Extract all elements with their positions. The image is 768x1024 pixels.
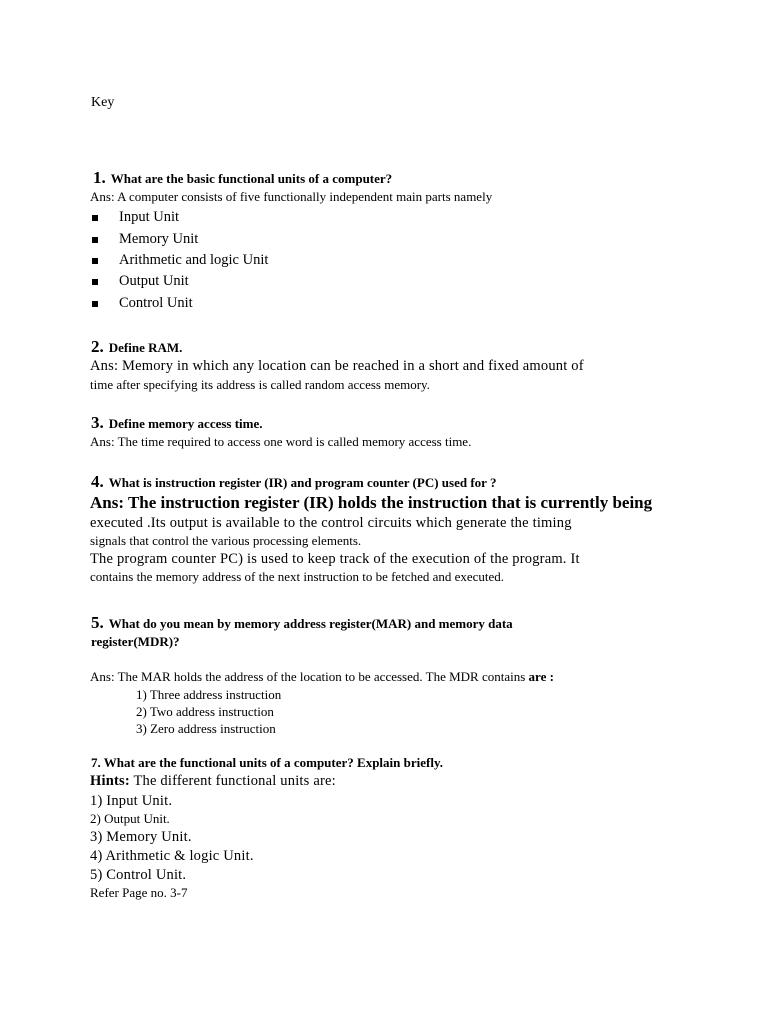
question-3-number: 3. (91, 413, 104, 432)
square-bullet-icon (92, 279, 98, 285)
question-5-number: 5. (91, 613, 104, 632)
question-5 (91, 614, 513, 631)
question-5-text: What do you mean by memory address register(MAR) and memory data (108, 616, 513, 631)
question-2-number: 2. (91, 337, 104, 356)
answer-4-line-5: contains the memory address of the next instruction to be fetched and executed. (90, 569, 505, 584)
bullet-text: Memory Unit (119, 231, 199, 247)
question-4 (91, 473, 496, 490)
hints-line (90, 774, 336, 789)
hints-label: Hints: (90, 773, 130, 789)
question-5-line-2: register(MDR)? (91, 634, 180, 649)
answer-2-line-1: Ans: Memory in which any location can be reached in a short and fixed amount of (90, 358, 584, 374)
answer-4-line-4: The program counter PC) is used to keep track of the execution of the program. It (90, 551, 580, 567)
reference-text: Refer Page no. 3-7 (90, 885, 188, 900)
hints-text: The different functional units are: (129, 773, 336, 789)
bullet-text: Input Unit (119, 209, 180, 225)
answer-4-line-2: executed .Its output is available to the control circuits which generate the timing (90, 515, 572, 531)
question-2 (91, 338, 182, 355)
answer-2-line-2: time after specifying its address is called random access memory. (90, 377, 430, 392)
square-bullet-icon (92, 301, 98, 307)
hints-list-item: 2) Output Unit. (90, 811, 170, 826)
answer-5-bold: are : (528, 669, 554, 684)
bullet-text: Arithmetic and logic Unit (119, 252, 269, 268)
question-4-number: 4. (91, 472, 104, 491)
hints-list-item: 4) Arithmetic & logic Unit. (90, 848, 254, 864)
answer-5-text: Ans: The MAR holds the address of the location to be accessed. The MDR contains (90, 669, 529, 684)
answer-3: Ans: The time required to access one word is called memory access time. (90, 434, 472, 449)
question-2-text: Define RAM. (108, 340, 183, 355)
answer-1-intro: Ans: A computer consists of five functionally independent main parts namely (90, 189, 493, 204)
answer-4-line-3: signals that control the various processing elements. (90, 533, 362, 548)
hints-list-item: 5) Control Unit. (90, 867, 187, 883)
square-bullet-icon (92, 258, 98, 264)
answer-5 (90, 670, 554, 683)
answer-5-list-item: 1) Three address instruction (136, 687, 282, 702)
answer-4-line-1: Ans: The instruction register (IR) holds the instruction that is currently being (90, 493, 653, 512)
question-3 (91, 414, 263, 431)
question-7: 7. What are the functional units of a computer? Explain briefly. (91, 755, 443, 770)
hints-list-item: 1) Input Unit. (90, 793, 173, 809)
bullet-text: Output Unit (119, 273, 189, 289)
answer-5-list-item: 2) Two address instruction (136, 704, 274, 719)
question-1-text: What are the basic functional units of a computer? (110, 171, 393, 186)
answer-5-list-item: 3) Zero address instruction (136, 721, 276, 736)
question-4-text: What is instruction register (IR) and program counter (PC) used for ? (108, 475, 497, 490)
square-bullet-icon (92, 237, 98, 243)
question-1 (93, 169, 392, 186)
square-bullet-icon (92, 215, 98, 221)
question-3-text: Define memory access time. (108, 416, 263, 431)
hints-list-item: 3) Memory Unit. (90, 829, 192, 845)
bullet-text: Control Unit (119, 295, 193, 311)
question-1-number: 1. (93, 168, 106, 187)
key-label: Key (91, 95, 115, 110)
